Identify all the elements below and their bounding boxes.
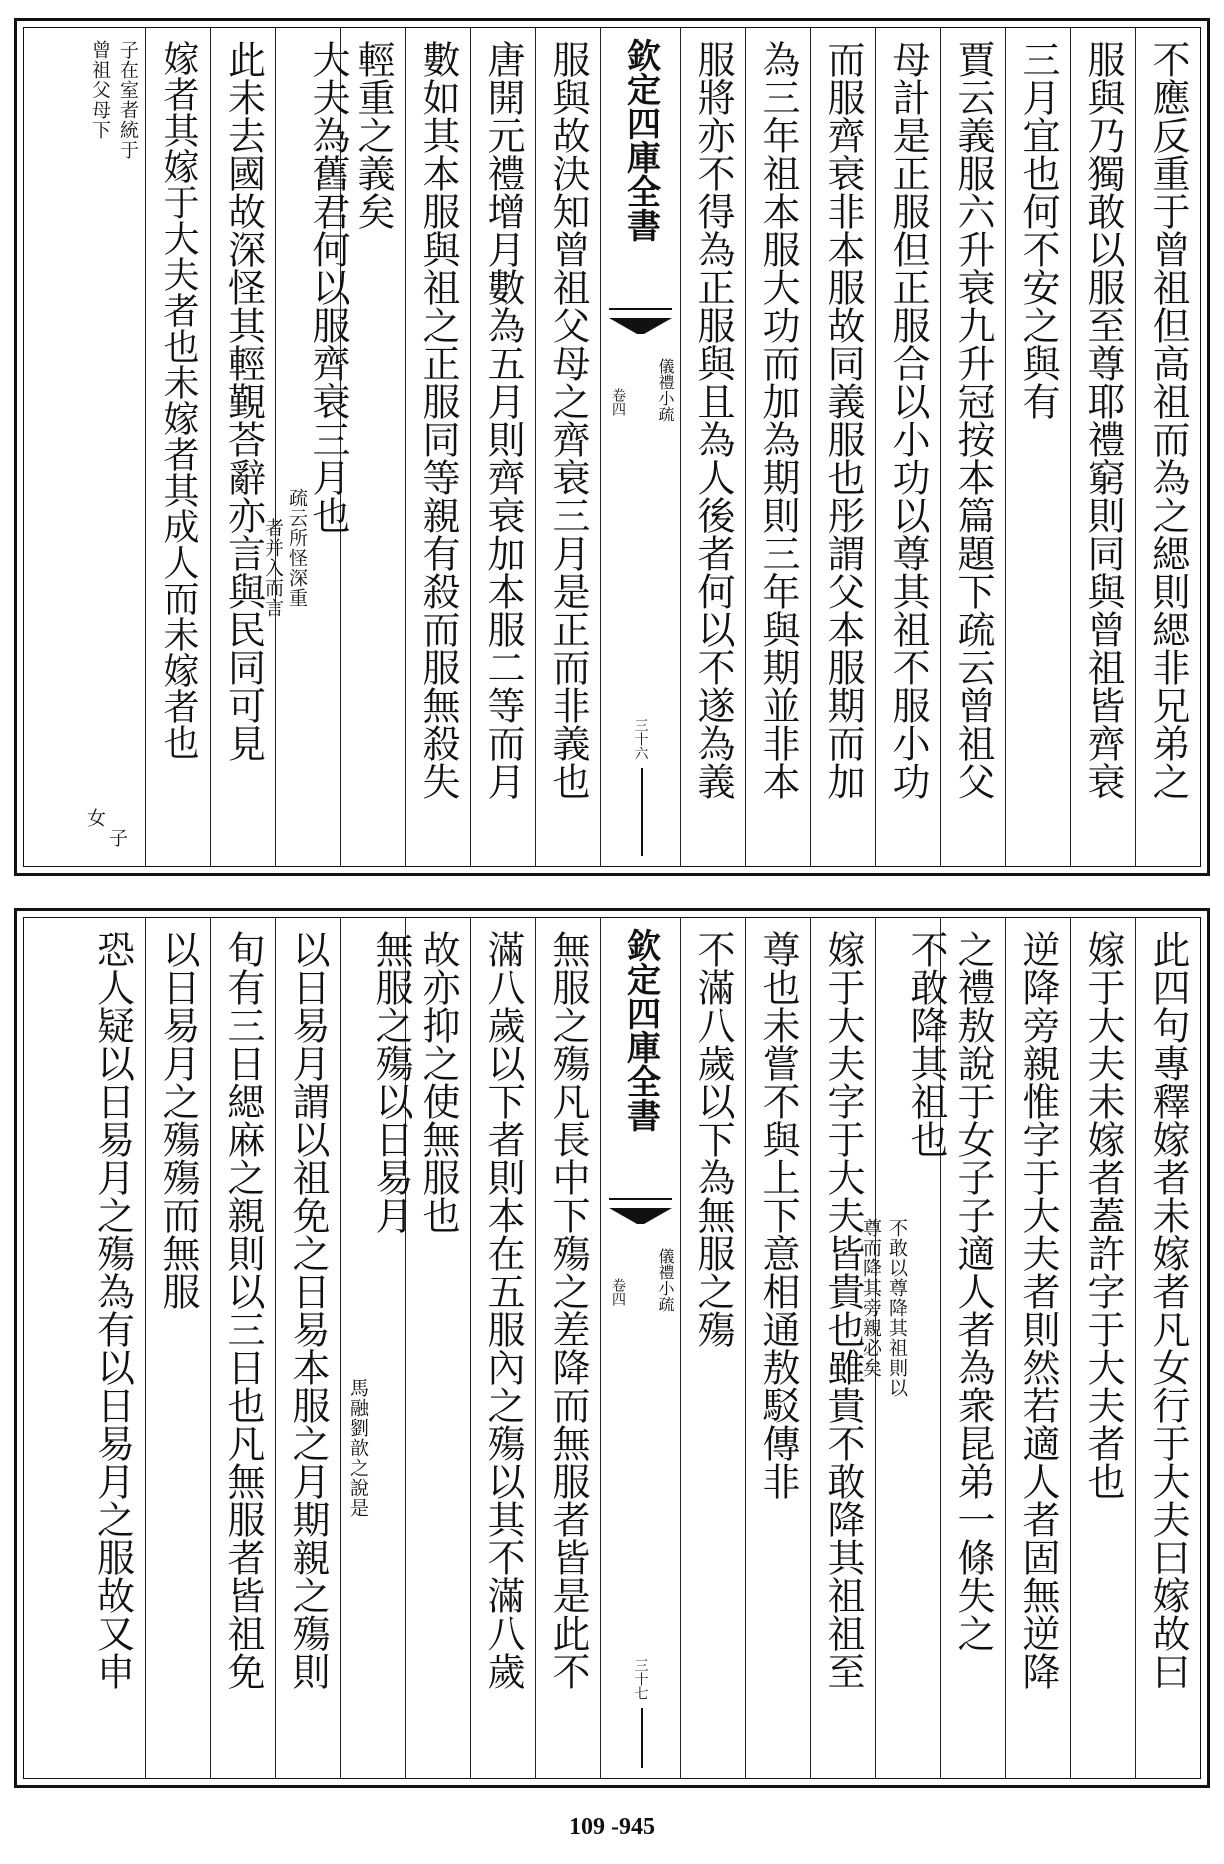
commentary-note: 者并入而言 (262, 518, 284, 618)
text-column: 無服之殤凡長中下殤之差降而無服者皆是此不 (535, 918, 600, 1778)
text-column: 唐開元禮增月數為五月則齊衰加本服二等而月 (470, 28, 535, 866)
text-column: 嫁于大夫字于大夫皆貴也雖貴不敢降其祖祖至 (810, 918, 875, 1778)
banner-book: 儀禮小疏 (656, 1248, 675, 1312)
banner-rule (641, 768, 643, 856)
text-column: 以日易月謂以祖免之日易本服之月期親之殤則 (275, 918, 340, 1778)
text-column: 不敢降其祖也 不敢以尊降其祖則以 尊而降其旁親必矣 (875, 918, 940, 1778)
text-column: 賈云義服六升衰九升冠按本篇題下疏云曾祖父 (940, 28, 1005, 866)
text-column: 以日易月之殤殤而無服 (145, 918, 210, 1778)
text-column: 無服之殤以日易月 馬融劉歆之說是 (340, 918, 405, 1778)
text-column: 嫁于大夫未嫁者蓋許字于大夫者也 (1070, 918, 1135, 1778)
text-column: 之禮敖說于女子子適人者為衆昆弟一條失之 (940, 918, 1005, 1778)
text-column: 為三年祖本服大功而加為期則三年與期並非本 (745, 28, 810, 866)
text-column: 滿八歲以下者則本在五服內之殤以其不滿八歲 (470, 918, 535, 1778)
banner-volume: 卷四 (610, 388, 626, 416)
banner-book: 儀禮小疏 (656, 358, 675, 422)
banner-title: 欽定四庫全書 (620, 928, 661, 1132)
text-column: 尊也未嘗不與上下意相通敖駁傳非 (745, 918, 810, 1778)
commentary-note: 子在室者統于 (117, 40, 139, 160)
text-column: 輕重之義矣 (340, 28, 405, 866)
text-column: 不應反重于曾祖但高祖而為之緦則緦非兄弟之 (1135, 28, 1200, 866)
banner-leaf: 三十七 (632, 1658, 649, 1700)
commentary-note: 曾祖父母下 (89, 40, 111, 140)
lower-columns (24, 918, 1200, 1778)
page-number: 109 -945 (569, 1814, 655, 1840)
fishtail-mark (609, 1198, 672, 1234)
text-column: 此未去國故深怪其輕覲荅辭亦言與民同可見 (210, 28, 275, 866)
text-column: 數如其本服與祖之正服同等親有殺而服無殺失 (405, 28, 470, 866)
banner-leaf: 三十六 (632, 718, 649, 760)
text-column: 服與故決知曾祖父母之齊衰三月是正而非義也 (535, 28, 600, 866)
banner-column (600, 918, 680, 1778)
text-column: 母計是正服但正服合以小功以尊其祖不服小功 (875, 28, 940, 866)
banner-column (600, 28, 680, 866)
text-column: 逆降旁親惟字于大夫者則然若適人者固無逆降 (1005, 918, 1070, 1778)
text-column: 故亦抑之使無服也 (405, 918, 470, 1778)
upper-page (14, 18, 1210, 876)
text-column: 服將亦不得為正服與且為人後者何以不遂為義 (680, 28, 745, 866)
banner-rule (641, 1708, 643, 1768)
banner-title: 欽定四庫全書 (620, 38, 661, 242)
text-column: 此四句專釋嫁者未嫁者凡女行于大夫曰嫁故曰 (1135, 918, 1200, 1778)
text-column: 而服齊衰非本服故同義服也彤謂父本服期而加 (810, 28, 875, 866)
commentary-note: 不敢以尊降其祖則以 (886, 1218, 908, 1398)
text-column: 旬有三日緦麻之親則以三日也凡無服者皆祖免 (210, 918, 275, 1778)
upper-columns (24, 28, 1200, 866)
text-column: 三月宜也何不安之與有 (1005, 28, 1070, 866)
text-column (80, 28, 145, 866)
commentary-note: 疏云所怪深重 (286, 488, 308, 608)
text-column: 服與乃獨敢以服至尊耶禮窮則同與曾祖皆齊衰 (1070, 28, 1135, 866)
commentary-note: 馬融劉歆之說是 (347, 1378, 369, 1518)
commentary-note: 尊而降其旁親必矣 (860, 1218, 882, 1378)
commentary-note: 女 (84, 808, 106, 828)
fishtail-mark (609, 308, 672, 344)
banner-volume: 卷四 (610, 1278, 626, 1306)
text-column: 大夫為舊君何以服齊衰三月也 疏云所怪深重 者并入而言 (275, 28, 340, 866)
lower-page (14, 908, 1210, 1788)
text-column: 嫁者其嫁于大夫者也未嫁者其成人而未嫁者也 (145, 28, 210, 866)
text-column: 不滿八歲以下為無服之殤 (680, 918, 745, 1778)
text-column: 恐人疑以日易月之殤為有以日易月之服故又申 (90, 930, 135, 1690)
commentary-note: 子 (106, 828, 128, 848)
